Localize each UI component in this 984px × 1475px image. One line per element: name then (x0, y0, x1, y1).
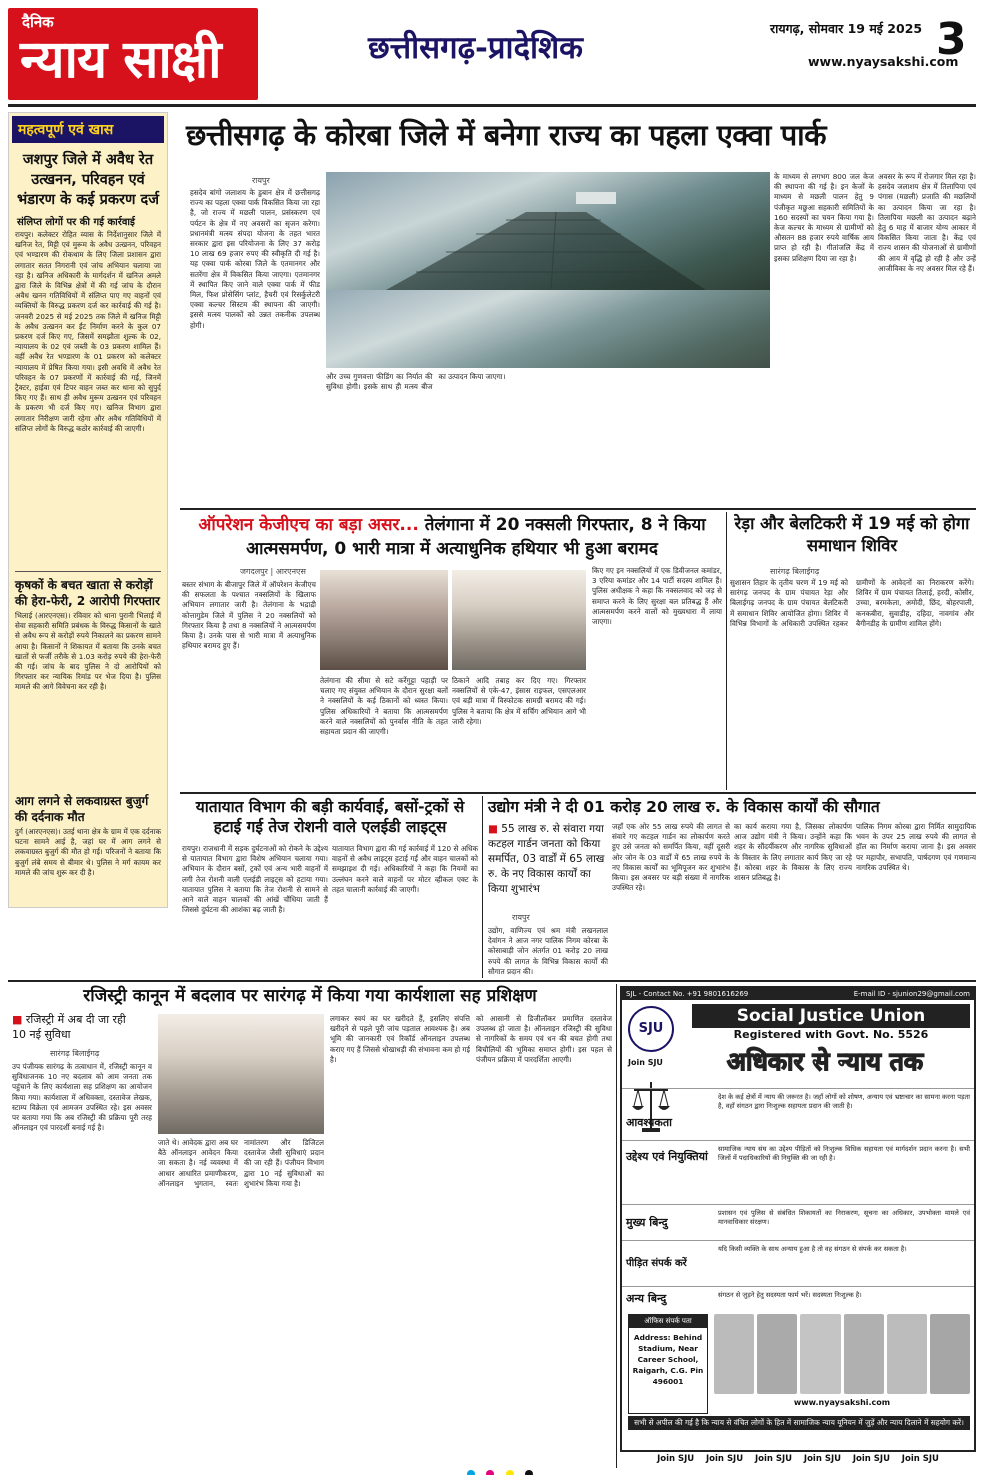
website-link[interactable]: www.nyaysakshi.com (808, 54, 959, 69)
naxal-headline-red: ऑपरेशन केजीएच का बड़ा असर... (198, 515, 419, 535)
naxal-body3: ठिकाने आदि तबाह कर दिए गए। गिरफ्तार नक्सलियों से एके-47, इंसास राइफल, एसएलआर एवं बड़ी मात्रा में विस्फोटक सामग्री बरामद की गई। पुलिस ने बताया कि क्षेत्र में सर्चिंग अभियान आगे भी जारी रहेगा। (452, 676, 586, 726)
page-number: 3 (936, 14, 967, 65)
industry-dateline: रायपुर (512, 913, 530, 922)
naxal-headline (182, 513, 722, 561)
industry-subhead-text: 55 लाख रु. से संवारा गया कटहल गार्डन जनता को किया समर्पित, 03 वार्डों में 65 लाख रु. के नए विकास कार्यों का किया शुभारंभ (488, 823, 605, 895)
bullet-square-icon: ■ (488, 823, 498, 835)
led-body2: यातायात विभाग द्वारा की गई कार्रवाई में 120 से अधिक वाहनों से अवैध लाइट्स हटाई गईं और वाहन चालकों को समझाइश दी गई। अधिकारियों ने कहा कि नियमों का उल्लंघन करने वाले वाहनों पर मोटर व्हीकल एक्ट के तहत चालानी कार्रवाई की जाएगी। (332, 844, 478, 894)
naxal-body1: बस्तर संभाग के बीजापुर जिले में ऑपरेशन केजीएच की सफलता के पश्चात नक्सलियों के खिलाफ अभियान लगातार जारी है। तेलंगाना के भद्राद्री कोत्तागुडेम जिले में पुलिस ने 20 नक्सलियों को गिरफ्तार किया है तथा 8 नक्सलियों ने आत्मसमर्पण किया है। उनके पास से भारी मात्रा में अत्याधुनिक हथियार बरामद हुए हैं। (182, 580, 316, 651)
member-photo (930, 1314, 970, 1394)
aqua-park-photo (326, 172, 770, 290)
ad-row-text: देश के कई क्षेत्रों में न्याय की जरूरत है। जहाँ लोगों को शोषण, अन्याय एवं भ्रष्टाचार का सामना करना पड़ता है, वहाँ संगठन द्वारा निःशुल्क सहायता प्रदान की जाती है। (718, 1093, 970, 1110)
industry-body2: जहाँ एक ओर 55 लाख रुपये की लागत से संवारे गए कटहल गार्डन का लोकार्पण करते हुए उसे जनता को समर्पित किया, वहीं दूसरी ओर जोन के 03 वार्डों में 65 लाख रुपये के नए विकास कार्यों का भूमिपूजन कर शुभारंभ किया। इस अवसर पर बड़ी संख्या में नागरिक उपस्थित रहे। (612, 822, 730, 893)
registry-body3: लगाकर स्वयं का घर खरीदते हैं, इसलिए संपत्ति खरीदने से पहले पूरी जांच पड़ताल आवश्यक है। अब भूमि की जानकारी एवं रिकॉर्ड ऑनलाइन उपलब्ध कराए गए हैं जिससे धोखाधड़ी की संभावना कम हो गई है। (330, 1014, 470, 1064)
registry-headline: रजिस्ट्री कानून में बदलाव पर सारंगढ़ में किया गया कार्यशाला सह प्रशिक्षण (83, 986, 537, 1006)
ad-email: E-mail ID - sjunion29@gmail.com (853, 990, 970, 998)
industry-headline: उद्योग मंत्री ने दी 01 करोड़ 20 लाख रु. के विकास कार्यों की सौगात (488, 798, 880, 816)
ad-row-2 (622, 1140, 974, 1204)
ad-row-label: अन्य बिन्दु (626, 1292, 667, 1305)
naxal-dateline: जगदलपुर | आरएनएस (240, 567, 306, 576)
bullet-square-icon: ■ (12, 1013, 23, 1026)
aqua-park-photo-lower (326, 290, 770, 368)
ad-row-3 (622, 1204, 974, 1240)
cage-farm-illustration (326, 172, 770, 290)
industry-subhead (488, 822, 608, 897)
naxal-photo-2 (452, 570, 586, 670)
lead-col3: के माध्यम से लगभग 800 जल केज की स्थापना की गई है। इन केजों के माध्यम से मछली पालन हेतु 9 पंजीकृत मछुआ सहकारी समितियों के 160 सदस्यों का चयन किया गया है। केज कल्चर के माध्यम से ग्रामीणों को औसतन 88 हजार रुपये वार्षिक आय प्राप्त हो रही है। गीतांजलि केंद्र में इसका प्रशिक्षण दिया जा रहा है। (774, 172, 874, 263)
mid-divider (180, 792, 976, 794)
led-body1: रायपुर। राजधानी में सड़क दुर्घटनाओं को रोकने के उद्देश्य से यातायात विभाग द्वारा विशेष अभियान चलाया गया। अभियान के दौरान बसों, ट्रकों एवं अन्य भारी वाहनों में लगी तेज रोशनी वाली एलईडी लाइट्स को हटाया गया। यातायात पुलिस ने बताया कि तेज रोशनी से सामने से आने वाले वाहन चालकों की आंखें चौंधिया जाती हैं जिससे दुर्घटना की आशंका बढ़ जाती है। (182, 844, 328, 915)
sidebar-divider-1 (15, 571, 161, 572)
sidebar-story1-lead: संलिप्त लोगों पर की गई कार्रवाई (17, 217, 135, 228)
led-vertical-rule (482, 796, 483, 978)
ad-row-text: सामाजिक न्याय संघ का उद्देश्य पीड़ितों को निःशुल्क विधिक सहायता एवं मार्गदर्शन प्रदान करना है। सभी जिलों में पदाधिकारियों की नियुक्ति की जा रही है। (718, 1145, 970, 1162)
ad-registered: Registered with Govt. No. 5526 (733, 1028, 929, 1041)
ad-members-grid (714, 1314, 970, 1394)
sidebar-story2-headline: कृषकों के बचत खाता से करोड़ों की हेरा-फेरी, 2 आरोपी गिरफ्तार (15, 578, 160, 608)
lead-headline: छत्तीसगढ़ के कोरबा जिले में बनेगा राज्य का पहला एक्वा पार्क (186, 118, 827, 152)
led-headline: यातायात विभाग की बड़ी कार्यवाई, बसों-ट्रकों से हटाई गई तेज रोशनी वाले एलईडी लाइट्स (195, 798, 465, 836)
sidebar (8, 112, 168, 908)
naxal-headline-rest: तेलंगाना में 20 नक्सली गिरफ्तार, 8 ने किया आत्मसमर्पण, 0 भारी मात्रा में अत्याधुनिक हथियार भी हुआ बरामद (246, 515, 706, 559)
masthead-dainik: दैनिक (22, 13, 54, 31)
ad-row-text: प्रशासन एवं पुलिस से संबंधित शिकायतों का निराकरण, सूचना का अधिकार, उपभोक्ता मामले एवं मानवाधिकार संरक्षण। (718, 1209, 970, 1226)
ad-row-label: पीड़ित संपर्क करें (626, 1258, 687, 1269)
ad-contact: SJL - Contact No. +91 9801616269 (626, 990, 749, 998)
sidebar-header: महत्वपूर्ण एवं खास (12, 116, 164, 143)
ad-join-label: Join SJU (628, 1058, 663, 1067)
masthead-logo (8, 8, 258, 100)
ad-join-row: Join SJU Join SJU Join SJU Join SJU Join SJU Join SJU (657, 1454, 939, 1464)
print-registration-marks (400, 1463, 600, 1475)
masthead-divider (8, 104, 976, 107)
industry-body1: उद्योग, वाणिज्य एवं श्रम मंत्री लखनलाल देवांगन ने आज नगर पालिक निगम कोरबा के कोसाबाड़ी जोन अंतर्गत 01 करोड़ 20 लाख रुपये की लागत के विभिन्न विकास कार्यों की सौगात प्रदान की। (488, 926, 608, 976)
registration-dot-black (525, 1470, 533, 1475)
member-photo (757, 1314, 797, 1394)
camp-vertical-rule (726, 512, 727, 790)
ad-footer-text: सभी से अपील की गई है कि न्याय से वंचित लोगों के हित में सामाजिक न्याय यूनियन में जुड़ें और न्याय दिलाने में सहयोग करें। (628, 1416, 970, 1430)
registry-dateline: सारंगढ़ बिलाईगढ़ (50, 1049, 100, 1058)
lead-col4: अवसर के रूप में रोजगार मिल रहा है। हसदेव जलाशय क्षेत्र में तिलापिया एवं पंगास (मछली) प्रजाति की मछलियों का उत्पादन किया जा रहा है। तिलापिया मछली का उत्पादन बढ़ाने हेतु 6 माह में बाजार योग्य आकार में विकसित किया जाता है। केंद्र एवं राज्य शासन की योजनाओं से ग्रामीणों की आय में वृद्धि हो रही है और उन्हें आजीविका के नए अवसर मिल रहे हैं। (878, 172, 976, 273)
ad-row-text: संगठन से जुड़ने हेतु सदस्यता फार्म भरें। सदस्यता निःशुल्क है। (718, 1291, 862, 1299)
member-photo (887, 1314, 927, 1394)
ad-logo (628, 1006, 674, 1052)
camp-dateline: सारंगढ़ बिलाईगढ़ (770, 567, 820, 576)
naxal-body2: तेलंगाना की सीमा से सटे कर्रेगुट्टा पहाड़ी पर चलाए गए संयुक्त अभियान के दौरान सुरक्षा बलों ने नक्सलियों के कई ठिकानों को ध्वस्त किया। पुलिस अधिकारियों ने बताया कि आत्मसमर्पण करने वाले नक्सलियों को पुनर्वास नीति के तहत सहायता प्रदान की जाएगी। (320, 676, 448, 737)
naxal-body4: किए गए इन नक्सलियों में एक डिवीजनल कमांडर, 3 एरिया कमांडर और 14 पार्टी सदस्य शामिल हैं। पुलिस अधीक्षक ने कहा कि नक्सलवाद को जड़ से समाप्त करने के लिए सुरक्षा बल प्रतिबद्ध हैं और आत्मसमर्पण करने वालों को मुख्यधारा में लाया जाएगा। (592, 566, 722, 627)
registry-body4: को आसानी से डिजीलॉकर प्रमाणित दस्तावेज उपलब्ध हो जाता है। ऑनलाइन रजिस्ट्री की सुविधा से नागरिकों के समय एवं धन की बचत होगी तथा बिचौलियों की भूमिका समाप्त होगी। इस पहल से पंजीयन प्रक्रिया में पारदर्शिता आएगी। (476, 1014, 612, 1064)
industry-body3: का कार्य कराया गया है, जिसका लोकार्पण आज उद्योग मंत्री ने किया। उन्होंने कहा कि शहर के सौंदर्यीकरण और नागरिक सुविधाओं के विस्तार के लिए लगातार कार्य किए जा रहे हैं। कोरबा शहर के विकास के लिए राज्य शासन प्रतिबद्ध है। (734, 822, 852, 883)
registry-body1: उप पंजीयक सारंगढ़ के तत्वाधान में, रजिस्ट्री कानून व सुविधाजनक 10 नए बदलाव को आम जनता तक पहुंचाने के लिए कार्यशाला सह प्रशिक्षण का आयोजन किया गया। कार्यशाला में अधिवक्ता, दस्तावेज लेखक, स्टाम्प विक्रेता एवं आमजन उपस्थित रहे। इस अवसर पर बताया गया कि अब रजिस्ट्री की प्रक्रिया पूरी तरह ऑनलाइन एवं पारदर्शी बनाई गई है। (12, 1062, 152, 1133)
ad-address-title: ऑफिस संपर्क पता (629, 1315, 707, 1328)
registry-body2: जाते थे। आवेदक द्वारा अब घर बैठे ऑनलाइन आवेदन किया जा सकता है। नई व्यवस्था में आधार आधारित प्रमाणीकरण, ऑनलाइन भुगतान, स्वतः नामांतरण और डिजिटल दस्तावेज जैसी सुविधाएं प्रदान की जा रही हैं। पंजीयन विभाग द्वारा 10 नई सुविधाओं का शुभारंभ किया गया है। (158, 1138, 324, 1188)
registration-dot-magenta (486, 1470, 494, 1475)
ad-website[interactable]: www.nyaysakshi.com (793, 1398, 891, 1407)
ad-row-label: मुख्य बिन्दु (626, 1216, 668, 1229)
ad-org-name: Social Justice Union (692, 1004, 970, 1028)
ad-row-4 (622, 1240, 974, 1286)
lead-dateline: रायपुर (252, 176, 270, 185)
sju-ad (620, 986, 976, 1452)
camp-headline: रेड़ा और बेलटिकरी में 19 मई को होगा समाधान शिविर (734, 514, 970, 555)
sidebar-story1-headline: जशपुर जिले में अवैध रेत उत्खनन, परिवहन एवं भंडारण के कई प्रकरण दर्ज (17, 152, 159, 208)
ad-row-label: आवश्यकता (626, 1116, 672, 1129)
date-line: रायगढ़, सोमवार 19 मई 2025 (770, 21, 923, 36)
ad-tagline: अधिकार से न्याय तक (726, 1047, 924, 1076)
sidebar-story1-body: रायपुर। कलेक्टर रोहित व्यास के निर्देशानुसार जिले में खनिज रेत, मिट्टी एवं मुरूम के अवैध उत्खनन, परिवहन एवं भण्डारण की रोकथाम के लिए जिला प्रशासन द्वारा लगातार सतत निगरानी एवं जांच अभियान चलाया जा रहा है। खनिज अधिकारी के मार्गदर्शन में खनिज अमले द्वारा जिले के विभिन्न क्षेत्रों में की गई जांच के दौरान अवैध खनन गतिविधियों में संलिप्त पाए गए वाहनों एवं व्यक्तियों के विरुद्ध प्रकरण दर्ज कर कार्रवाई की गई है। जनवरी 2025 से मई 2025 तक जिले में खनिज मिट्टी के अवैध उत्खनन कर ईंट निर्माण करने के कुल 07 प्रकरण दर्ज किए गए, जिसमें समझौता शुल्क के 02, न्यायालय के 02 एवं जब्ती के 03 प्रकरण शामिल हैं। वहीं अवैध रेत भण्डारण के 01 प्रकरण को कलेक्टर न्यायालय में प्रेषित किया गया। इसी अवधि में अवैध रेत परिवहन के 07 प्रकरणों में कार्रवाई की गई, जिनमें ट्रैक्टर, हाईवा एवं टिपर वाहन जब्त कर थाना को सुपुर्द किए गए हैं। साथ ही अवैध मुरूम उत्खनन एवं परिवहन के प्रकरण भी दर्ज किए गए। खनिज विभाग द्वारा लगातार निरीक्षण जारी रहेगा और अवैध गतिविधियों में संलिप्त लोगों के विरुद्ध कठोर कार्रवाई की जाएगी। (15, 230, 161, 433)
member-photo (714, 1314, 754, 1394)
registration-dot-yellow (506, 1470, 514, 1475)
naxal-photo (320, 570, 448, 670)
camp-body: सुशासन तिहार के तृतीय चरण में 19 मई को सारंगढ़ जनपद के ग्राम पंचायत रेड़ा और बिलाईगढ़ जनपद के ग्राम पंचायत बेलटिकरी में समाधान शिविर आयोजित होगा। शिविर में विभिन्न विभागों के अधिकारी उपस्थित रहकर ग्रामीणों के आवेदनों का निराकरण करेंगे। शिविर में ग्राम पंचायत तिलाई, हरदी, कोसीर, उच्चा, बरमकेला, अमोदी, छिंद, बोहरपाली, कनकबीरा, सुवाडीह, दहिदा, नावगांव और बैगीनडीह के ग्रामीण शामिल होंगे। (730, 578, 974, 628)
sidebar-story3-body: दुर्ग (आरएनएस)। उतई थाना क्षेत्र के ग्राम में एक दर्दनाक घटना सामने आई है, जहां घर में आग लगने से लकवाग्रस्त बुजुर्ग की मौत हो गई। परिजनों ने बताया कि बुजुर्ग लंबे समय से बीमार थे। पुलिस ने मर्ग कायम कर मामले की जांच शुरू कर दी है। (15, 827, 161, 877)
ad-row-1 (622, 1088, 974, 1140)
ad-address: Address: Behind Stadium, Near Career School, Raigarh, C.G. Pin 496001 (632, 1333, 704, 1386)
registry-subhead-text: रजिस्ट्री में अब दी जा रही 10 नई सुविधा (12, 1013, 126, 1041)
member-photo (844, 1314, 884, 1394)
ad-logo-text: SJU (638, 1021, 664, 1036)
ad-vertical-rule (616, 984, 617, 1468)
sidebar-story2-body: भिलाई (आरएनएस)। रविवार को थाना पुरानी भिलाई में सेवा सहकारी समिति प्रबंधक के विरुद्ध किसानों के खाते से अवैध रूप से करोड़ों रुपये निकालने का प्रकरण सामने आया है। किसानों ने शिकायत में बताया कि उनके बचत खातों से फर्जी तरीके से 1.03 करोड़ रुपये की हेरा-फेरी की गई। जांच के बाद पुलिस ने दो आरोपियों को गिरफ्तार कर न्यायिक रिमांड पर भेज दिया है। पुलिस मामले की आगे विवेचना कर रही है। (15, 611, 161, 692)
sidebar-story3-headline: आग लगने से लकवाग्रस्त बुजुर्ग की दर्दनाक मौत (15, 794, 149, 824)
lead-photo-caption: और उच्च गुणवत्ता फीडिंग का निर्यात की सुविधा होगी। इसके साथ ही मत्स्य बीज का उत्पादन किया जाएगा। (326, 372, 506, 392)
industry-body4: पालिक निगम कोरबा द्वारा निर्मित सामुदायिक भवन के उपर 25 लाख रुपये की लागत से हॉल का निर्माण कराया जाना है। इस अवसर पर महापौर, सभापति, पार्षदगण एवं गणमान्य नागरिक उपस्थित थे। (856, 822, 976, 872)
ad-row-label: उद्देश्य एवं नियुक्तियां (626, 1150, 708, 1163)
ad-row-5 (622, 1286, 974, 1310)
registry-subhead (12, 1012, 132, 1042)
ad-contact-bar (622, 988, 974, 1000)
masthead-paper-name: न्याय साक्षी (20, 30, 221, 90)
bottom-section-divider (8, 980, 976, 982)
registration-dot-cyan (467, 1470, 475, 1475)
member-photo (800, 1314, 840, 1394)
ad-row-text: यदि किसी व्यक्ति के साथ अन्याय हुआ है तो वह संगठन से संपर्क कर सकता है। (718, 1245, 907, 1253)
ad-address-box (628, 1314, 708, 1414)
lead-divider (180, 508, 976, 510)
section-title: छत्तीसगढ़-प्रादेशिक (368, 30, 583, 66)
registry-workshop-photo (158, 1014, 324, 1134)
lead-col1: हसदेव बांगो जलाशय के डुबान क्षेत्र में छत्तीसगढ़ राज्य का पहला एक्वा पार्क विकसित किया जा रहा है, जो राज्य में मछली पालन, प्रसंस्करण एवं पर्यटन के क्षेत्र में नए अवसरों का सृजन करेगा। प्रधानमंत्री मत्स्य संपदा योजना के तहत भारत सरकार द्वारा इस परियोजना के लिए 37 करोड़ 10 लाख 69 हजार रुपए की स्वीकृति दी गई है। यह एक्वा पार्क कोरबा जिले के एतमानगर और सतरेंगा क्षेत्र में विकसित किया जाएगा। एतमानगर में स्थापित किए जाने वाले एक्वा पार्क में फीड मिल, फिश प्रोसेसिंग प्लांट, हैचरी एवं रिसर्कुलेटरी एक्वा कल्चर सिस्टम की स्थापना की जाएगी। इससे मत्स्य पालकों को उन्नत तकनीक उपलब्ध होगी। (190, 188, 320, 330)
